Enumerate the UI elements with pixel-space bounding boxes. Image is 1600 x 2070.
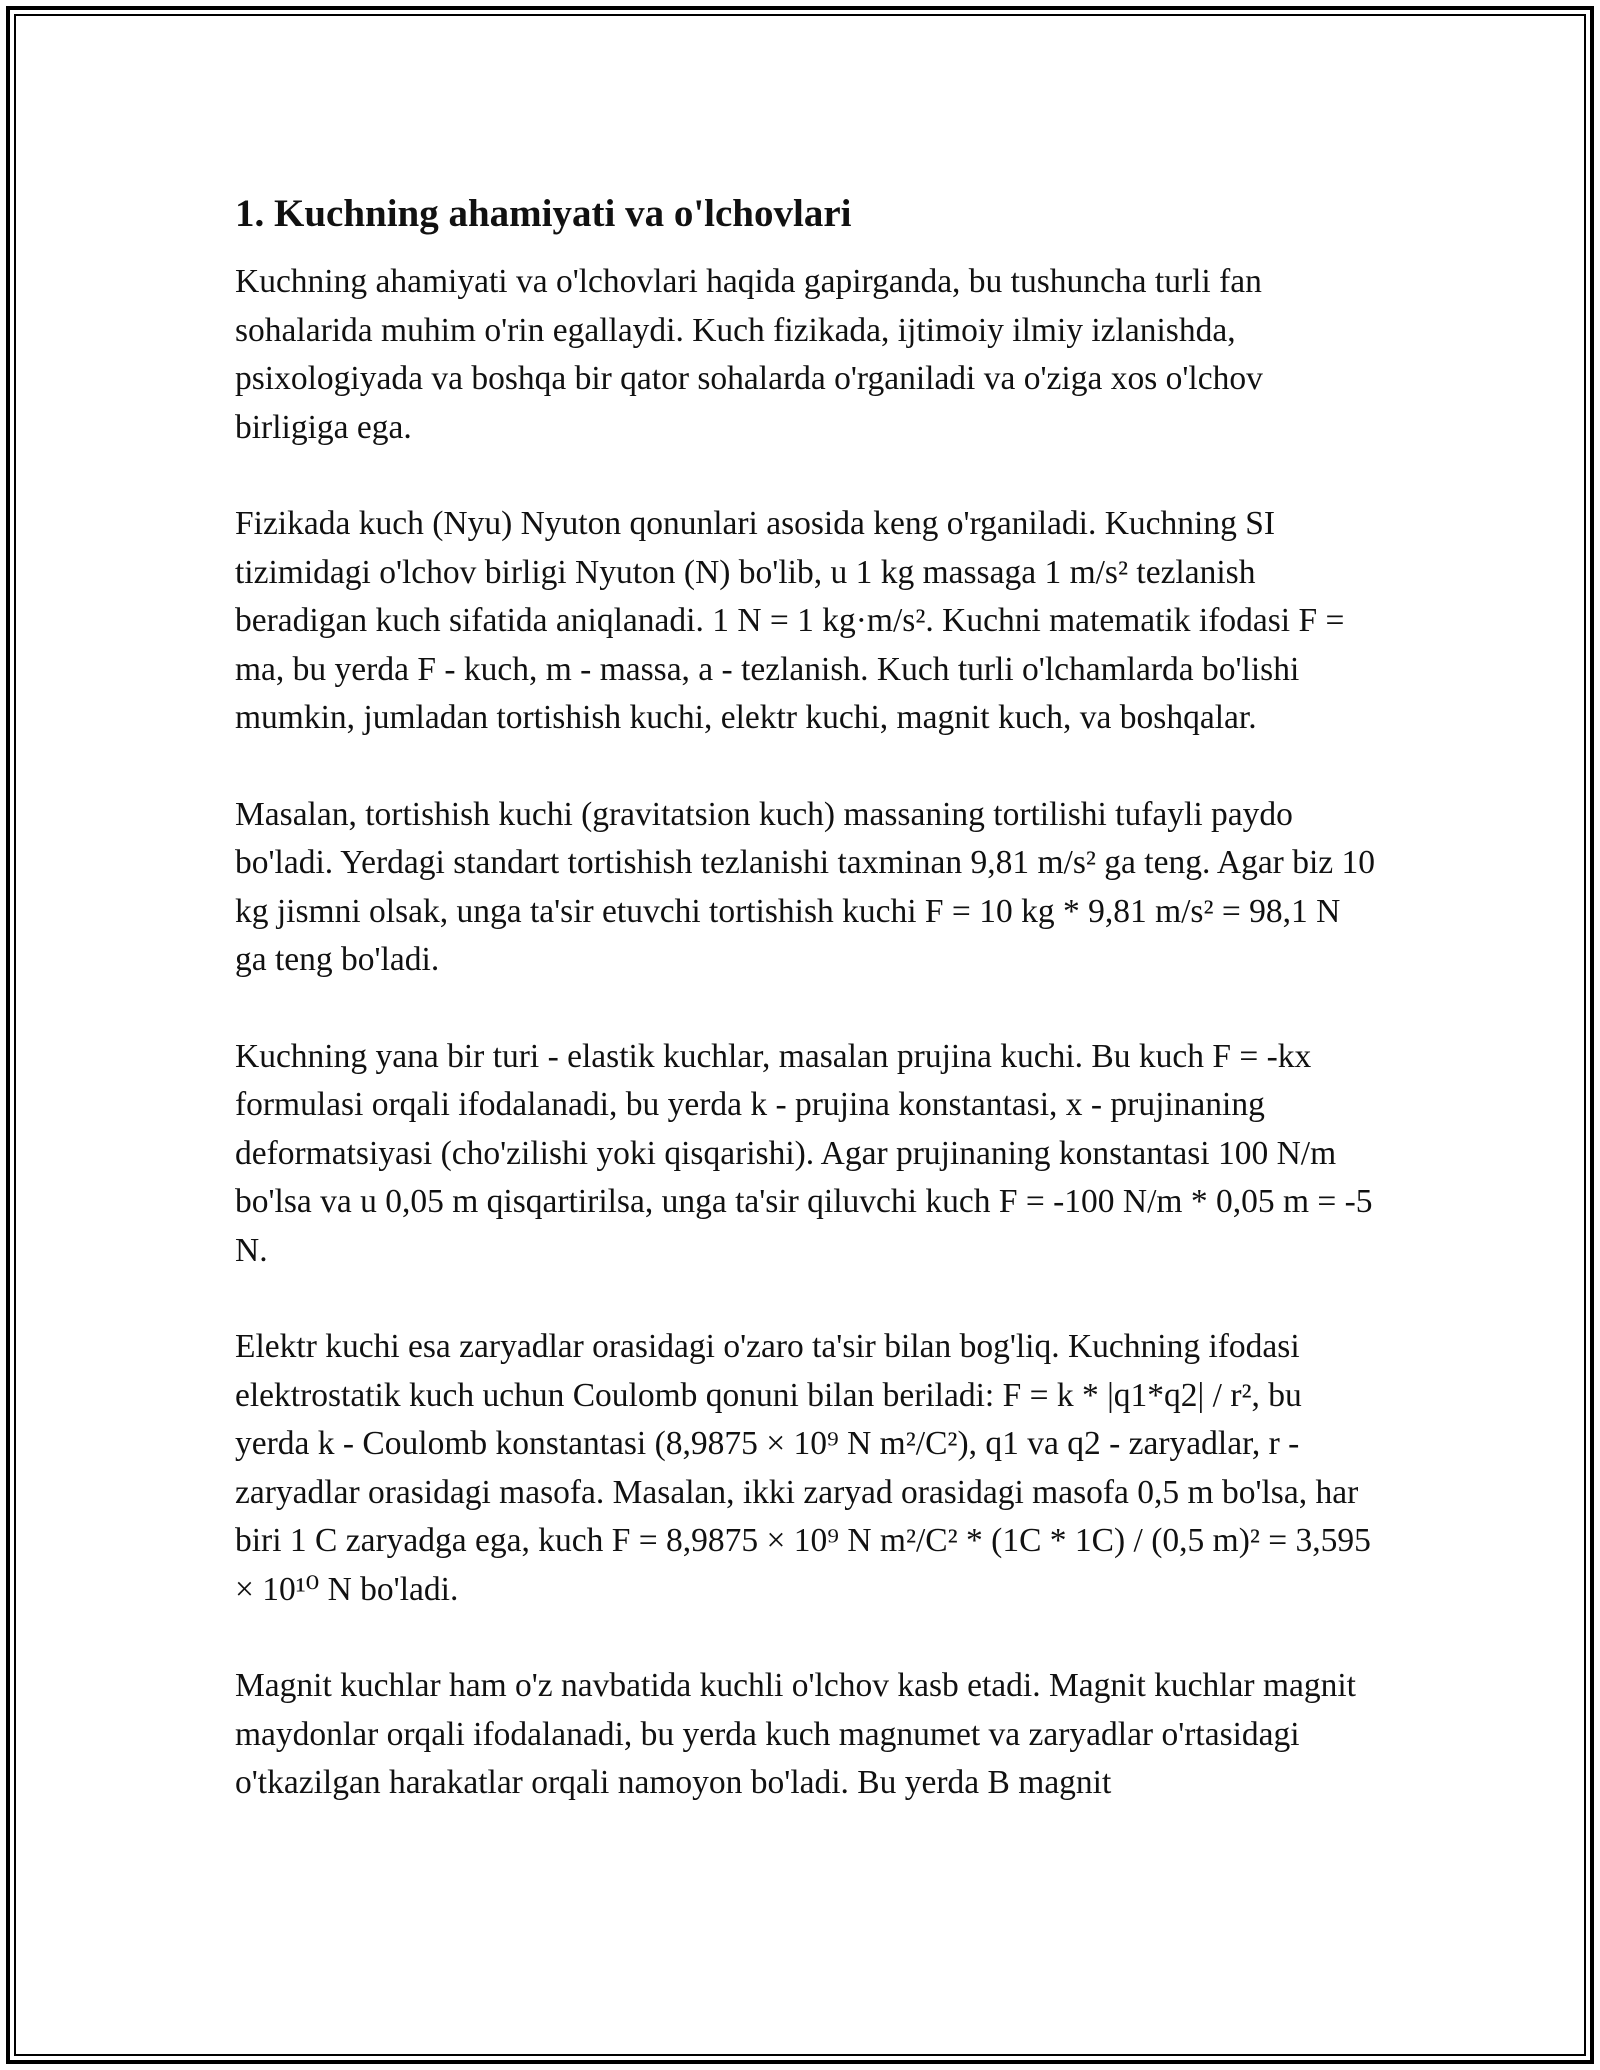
section-heading: 1. Kuchning ahamiyati va o'lchovlari [235, 192, 852, 235]
paragraph-elastic: Kuchning yana bir turi - elastik kuchlar, masalan prujina kuchi. Bu kuch F = -kx formulasi orqali ifodalanadi, bu yerda k - prujina konstantasi, x - prujinaning deformatsiyasi (cho'zilishi yoki qisqarishi). Agar prujinaning konstantasi 100 N/m bo'lsa va u 0,05 m qisqartirilsa, unga ta'sir qiluvchi kuch F = -100 N/m * 0,05 m = -5 N. [235, 1037, 1373, 1269]
paragraph-newton: Fizikada kuch (Nyu) Nyuton qonunlari asosida keng o'rganiladi. Kuchning SI tizimidagi o'lchov birligi Nyuton (N) bo'lib, u 1 kg massaga 1 m/s² tezlanish beradigan kuch sifatida aniqlanadi. 1 N = 1 kg·m/s². Kuchni matematik ifodasi F = ma, bu yerda F - kuch, m - massa, a - tezlanish. Kuch turli o'lchamlarda bo'lishi mumkin, jumladan tortishish kuchi, elektr kuchi, magnit kuch, va boshqalar. [235, 505, 1345, 736]
paragraph-gravity: Masalan, tortishish kuchi (gravitatsion kuch) massaning tortilishi tufayli paydo bo'ladi. Yerdagi standart tortishish tezlanishi taxminan 9,81 m/s² ga teng. Agar biz 10 kg jismni olsak, unga ta'sir etuvchi tortishish kuchi F = 10 kg * 9,81 m/s² = 98,1 N ga teng bo'ladi. [235, 795, 1376, 978]
paragraph-electric: Elektr kuchi esa zaryadlar orasidagi o'zaro ta'sir bilan bog'liq. Kuchning ifodasi elektrostatik kuch uchun Coulomb qonuni bilan beriladi: F = k * |q1*q2| / r², bu yerda k - Coulomb konstantasi (8,9875 × 10⁹ N m²/C²), q1 va q2 - zaryadlar, r - zaryadlar orasidagi masofa. Masalan, ikki zaryad orasidagi masofa 0,5 m bo'lsa, har biri 1 C zaryadga ega, kuch F = 8,9875 × 10⁹ N m²/C² * (1C * 1C) / (0,5 m)² = 3,595 × 10¹⁰ N bo'ladi. [235, 1328, 1371, 1608]
document-body [235, 186, 1375, 1856]
paragraph-magnetic: Magnit kuchlar ham o'z navbatida kuchli o'lchov kasb etadi. Magnit kuchlar magnit maydonlar orqali ifodalanadi, bu yerda kuch magnumet va zaryadlar o'rtasidagi o'tkazilgan harakatlar orqali namoyon bo'ladi. Bu yerda B magnit [235, 1667, 1356, 1801]
paragraph-intro: Kuchning ahamiyati va o'lchovlari haqida gapirganda, bu tushuncha turli fan sohalarida muhim o'rin egallaydi. Kuch fizikada, ijtimoiy ilmiy izlanishda, psixologiyada va boshqa bir qator sohalarda o'rganiladi va o'ziga xos o'lchov birligiga ega. [235, 263, 1263, 446]
